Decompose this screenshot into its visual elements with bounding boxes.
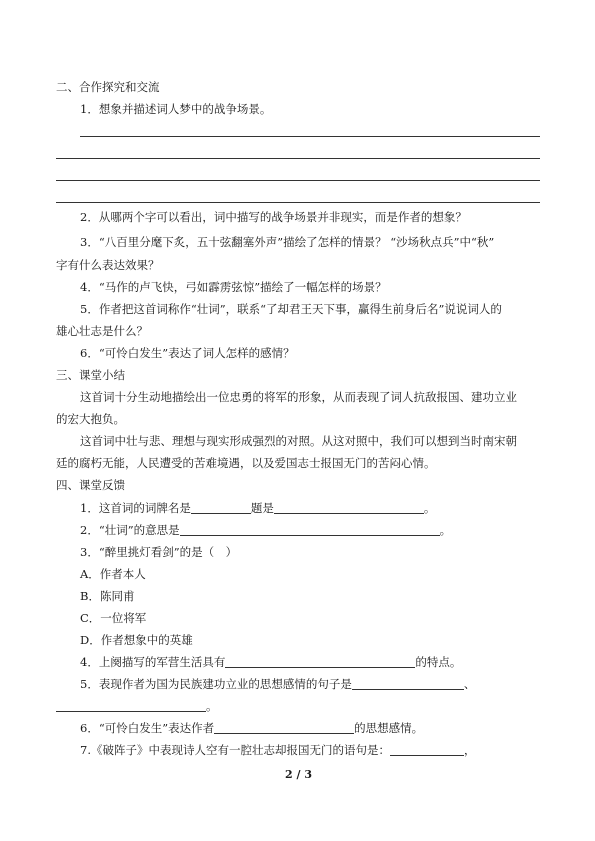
punctuation: 。 [439, 523, 452, 537]
fill-blank[interactable] [191, 501, 251, 514]
question-text: 题是 [250, 501, 274, 515]
feedback-question-3: 3．“醉里挑灯看剑”的是（ ） [80, 545, 238, 559]
question-6: 6．“可怜白发生”表达了词人怎样的感情？ [80, 346, 295, 360]
punctuation: 。 [206, 699, 218, 713]
option-b[interactable]: B．陈同甫 [80, 589, 135, 603]
question-text: 2．“壮词”的意思是 [80, 523, 180, 537]
question-text: 7.《破阵子》中表现诗人空有一腔壮志却报国无门的语句是： [80, 743, 390, 757]
summary-paragraph-cont: 的宏大抱负。 [56, 412, 125, 426]
option-a[interactable]: A．作者本人 [80, 567, 146, 581]
section-heading: 二、合作探究和交流 [56, 80, 160, 94]
question-1: 1．想象并描述词人梦中的战争场景。 [80, 102, 272, 116]
feedback-question-7 [80, 743, 475, 757]
fill-blank[interactable] [180, 523, 440, 536]
fill-blank[interactable] [56, 699, 206, 712]
question-5: 5．作者把这首词称作“壮词”，联系“了却君王天下事，赢得生前身后名”说说词人的 [80, 302, 502, 316]
feedback-question-6 [80, 721, 423, 735]
question-text: 6．“可怜白发生”表达作者 [80, 721, 215, 735]
section-heading: 四、课堂反馈 [56, 478, 125, 492]
feedback-question-2 [80, 523, 451, 537]
question-3: 3．“八百里分麾下炙，五十弦翻塞外声”描绘了怎样的情景？ “沙场秋点兵”中“秋” [80, 235, 495, 249]
answer-line [80, 136, 540, 137]
question-2: 2．从哪两个字可以看出，词中描写的战争场景并非现实，而是作者的想象？ [80, 210, 467, 224]
option-d[interactable]: D．作者想象中的英雄 [80, 633, 193, 647]
question-text: 1．这首词的词牌名是 [80, 501, 191, 515]
question-text: 4．上阕描写的军营生活具有 [80, 655, 226, 669]
summary-paragraph: 这首词中壮与悲、理想与现实形成强烈的对照。从这对照中，我们可以想到当时南宋朝 [80, 434, 517, 448]
feedback-question-5 [80, 677, 475, 691]
option-c[interactable]: C．一位将军 [80, 611, 147, 625]
question-text: 5．表现作者为国为民族建功立业的思想感情的句子是 [80, 677, 352, 691]
punctuation: 、 [463, 677, 476, 691]
section-heading: 三、课堂小结 [56, 368, 125, 382]
summary-paragraph: 这首词十分生动地描绘出一位忠勇的将军的形象，从而表现了词人抗敌报国、建功立业 [80, 390, 517, 404]
answer-line [56, 180, 540, 181]
answer-line [56, 202, 540, 203]
fill-blank[interactable] [352, 677, 464, 690]
feedback-question-5-cont [56, 699, 218, 713]
feedback-question-1 [80, 501, 435, 515]
answer-line [56, 158, 540, 159]
question-5-cont: 雄心壮志是什么？ [56, 324, 148, 338]
punctuation: 。 [423, 501, 436, 515]
question-text: 的思想感情。 [354, 721, 424, 735]
fill-blank[interactable] [274, 501, 424, 514]
question-3-cont: 字有什么表达效果？ [56, 258, 160, 272]
punctuation: ， [463, 743, 476, 757]
fill-blank[interactable] [225, 655, 415, 668]
feedback-question-4 [80, 655, 461, 669]
summary-paragraph-cont: 廷的腐朽无能，人民遭受的苦难境遇，以及爱国志士报国无门的苦闷心情。 [56, 456, 436, 470]
question-text: 的特点。 [415, 655, 462, 669]
question-4: 4．“马作的卢飞快，弓如霹雳弦惊”描绘了一幅怎样的场景？ [80, 280, 387, 294]
page-number: 2 / 3 [285, 768, 312, 781]
fill-blank[interactable] [214, 721, 354, 734]
fill-blank[interactable] [390, 743, 464, 756]
